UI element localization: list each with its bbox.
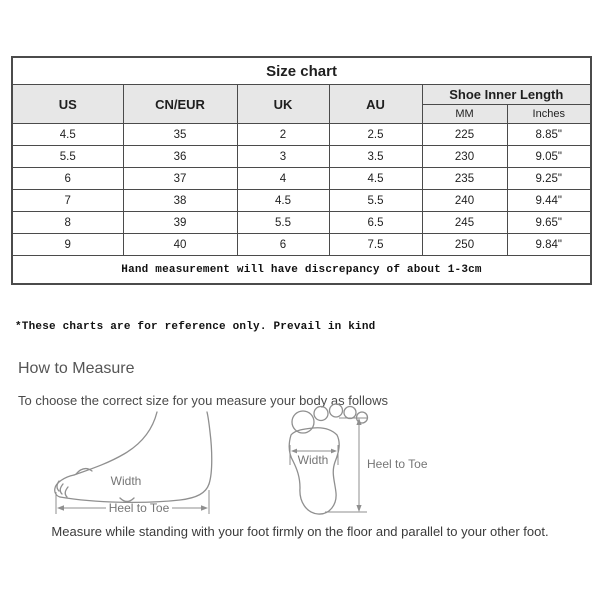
cell-us: 8 <box>12 212 123 234</box>
cell-au: 2.5 <box>329 124 422 146</box>
cell-cn-eur: 37 <box>123 168 237 190</box>
cell-cn-eur: 36 <box>123 146 237 168</box>
table-row <box>12 212 591 234</box>
cell-us: 5.5 <box>12 146 123 168</box>
arrowhead-right-icon <box>331 449 337 454</box>
cell-us: 9 <box>12 234 123 256</box>
table-title: Size chart <box>12 57 591 85</box>
cell-inches: 8.85" <box>507 124 591 146</box>
cell-mm: 235 <box>422 168 507 190</box>
table-row <box>12 190 591 212</box>
cell-mm: 225 <box>422 124 507 146</box>
cell-au: 6.5 <box>329 212 422 234</box>
cell-inches: 9.65" <box>507 212 591 234</box>
arrowhead-left-icon <box>291 449 297 454</box>
column-header-inner-length: Shoe Inner Length <box>422 85 591 105</box>
cell-mm: 240 <box>422 190 507 212</box>
heel-outline <box>207 412 212 484</box>
cell-au: 5.5 <box>329 190 422 212</box>
foot-side-outline <box>74 412 157 475</box>
column-subheader-inches: Inches <box>507 105 591 124</box>
arrowhead-down-icon <box>356 505 361 512</box>
cell-us: 6 <box>12 168 123 190</box>
toe-line-icon <box>57 481 59 491</box>
cell-uk: 2 <box>237 124 329 146</box>
cell-au: 3.5 <box>329 146 422 168</box>
cell-cn-eur: 39 <box>123 212 237 234</box>
cell-cn-eur: 40 <box>123 234 237 256</box>
table-row <box>12 146 591 168</box>
cell-mm: 250 <box>422 234 507 256</box>
cell-cn-eur: 35 <box>123 124 237 146</box>
cell-inches: 9.05" <box>507 146 591 168</box>
cell-uk: 6 <box>237 234 329 256</box>
toe-icon <box>314 407 328 421</box>
column-header-cn-eur: CN/EUR <box>123 85 237 124</box>
heel-to-toe-label: Heel to Toe <box>108 501 170 515</box>
width-label: Width <box>297 453 329 467</box>
table-row <box>12 234 591 256</box>
cell-us: 7 <box>12 190 123 212</box>
table-footnote: Hand measurement will have discrepancy of about 1-3cm <box>12 256 591 285</box>
heel-to-toe-label: Heel to Toe <box>367 457 428 471</box>
arrowhead-right-icon <box>201 505 208 510</box>
footprint-outline <box>289 428 339 514</box>
cell-au: 7.5 <box>329 234 422 256</box>
column-header-au: AU <box>329 85 422 124</box>
cell-uk: 4 <box>237 168 329 190</box>
cell-cn-eur: 38 <box>123 190 237 212</box>
table-row <box>12 124 591 146</box>
cell-uk: 4.5 <box>237 190 329 212</box>
arrowhead-left-icon <box>57 505 64 510</box>
toe-icon <box>330 404 343 417</box>
table-footnote-row <box>12 256 591 285</box>
size-chart-table <box>11 56 592 285</box>
how-to-measure-intro: To choose the correct size for you measure your body as follows <box>18 393 388 408</box>
cell-uk: 3 <box>237 146 329 168</box>
cell-au: 4.5 <box>329 168 422 190</box>
width-label: Width <box>110 474 142 488</box>
table-title-row <box>12 57 591 85</box>
cell-uk: 5.5 <box>237 212 329 234</box>
table-header-row <box>12 85 591 105</box>
table-row <box>12 168 591 190</box>
reference-note: *These charts are for reference only. Prevail in kind <box>15 321 376 333</box>
toe-line-icon <box>65 487 68 497</box>
column-header-uk: UK <box>237 85 329 124</box>
how-to-measure-heading: How to Measure <box>18 360 135 377</box>
column-header-us: US <box>12 85 123 124</box>
cell-us: 4.5 <box>12 124 123 146</box>
cell-inches: 9.84" <box>507 234 591 256</box>
foot-side-sketch <box>50 410 235 522</box>
cell-inches: 9.25" <box>507 168 591 190</box>
cell-mm: 245 <box>422 212 507 234</box>
toe-icon <box>344 407 356 419</box>
toe-line-icon <box>60 484 63 494</box>
cell-inches: 9.44" <box>507 190 591 212</box>
footprint-sketch <box>283 401 433 519</box>
measure-caption: Measure while standing with your foot firmly on the floor and parallel to your other foot. <box>51 524 549 539</box>
column-subheader-mm: MM <box>422 105 507 124</box>
cell-mm: 230 <box>422 146 507 168</box>
